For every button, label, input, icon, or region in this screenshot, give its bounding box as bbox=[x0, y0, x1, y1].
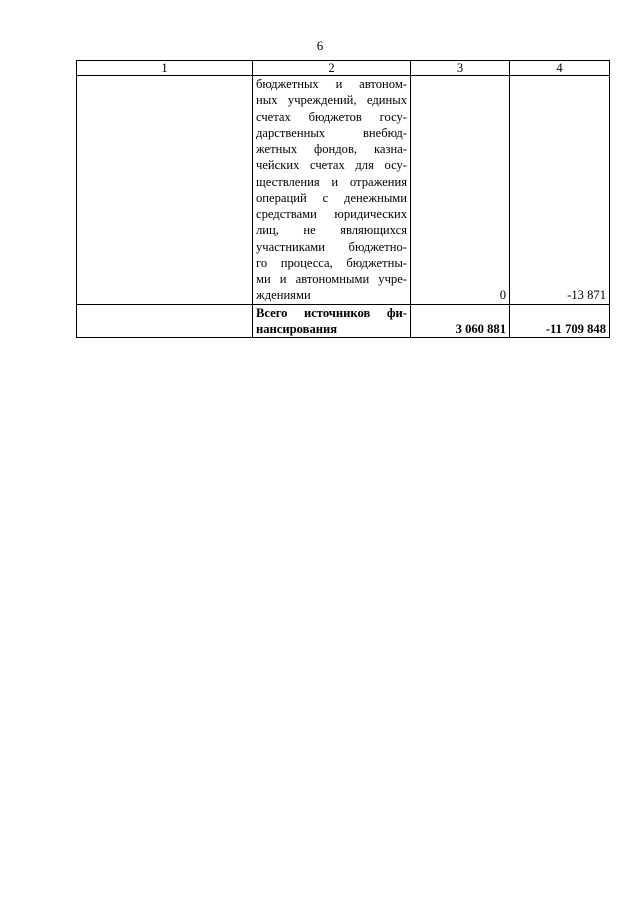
total-name-line: нансирования bbox=[256, 321, 338, 336]
name-cell bbox=[253, 76, 411, 305]
name-line: бюджетных и автоном- bbox=[256, 77, 407, 91]
total-value-col-4: -11 709 848 bbox=[510, 304, 610, 338]
name-line: счетах бюджетов госу- bbox=[256, 109, 407, 124]
code-cell bbox=[77, 76, 253, 305]
value-col-4: -13 871 bbox=[510, 76, 610, 305]
name-line: участниками бюджетно- bbox=[256, 239, 407, 254]
table-row bbox=[77, 76, 610, 305]
total-row bbox=[77, 304, 610, 338]
name-line: жетных фондов, казна- bbox=[256, 142, 407, 156]
header-col-4: 4 bbox=[510, 61, 610, 76]
total-name-cell bbox=[253, 304, 411, 338]
total-name-line: Всего источников фи- bbox=[256, 305, 407, 320]
header-col-1: 1 bbox=[77, 61, 253, 76]
name-line: чейских счетах для осу- bbox=[256, 158, 407, 173]
name-line: ми и автономными учре- bbox=[256, 272, 407, 286]
total-value-col-3: 3 060 881 bbox=[411, 304, 510, 338]
name-line: ществления и отражения bbox=[256, 174, 407, 189]
name-line: средствами юридических bbox=[256, 207, 407, 221]
header-col-2: 2 bbox=[253, 61, 411, 76]
page-number: 6 bbox=[316, 38, 324, 53]
total-code-cell bbox=[77, 304, 253, 338]
header-col-3: 3 bbox=[411, 61, 510, 76]
name-line: ных учреждений, единых bbox=[256, 93, 407, 108]
name-line: ждениями bbox=[256, 288, 311, 303]
financing-sources-table bbox=[76, 60, 610, 338]
name-line: го процесса, бюджетны- bbox=[256, 255, 407, 270]
table-header-row bbox=[77, 61, 610, 76]
value-col-3: 0 bbox=[411, 76, 510, 305]
name-line: дарственных внебюд- bbox=[256, 125, 407, 140]
name-line: операций с денежными bbox=[256, 190, 407, 205]
name-line: лиц, не являющихся bbox=[256, 223, 407, 238]
